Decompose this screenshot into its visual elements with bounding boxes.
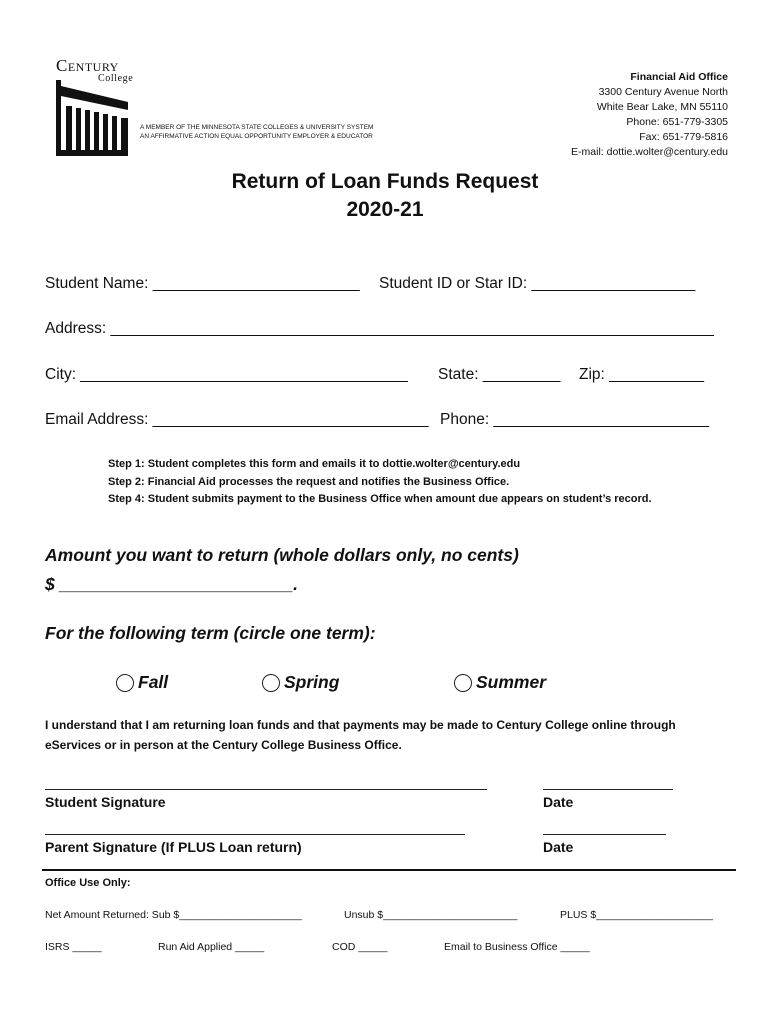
date-line-1[interactable] — [543, 789, 673, 790]
email-business-office-field[interactable]: Email to Business Office _____ — [444, 941, 590, 953]
acknowledgement-statement: I understand that I am returning loan funds and that payments may be made to Century College online through eServices or in person at the Century College Business Office. — [45, 718, 676, 752]
net-amount-field[interactable]: Net Amount Returned: Sub $_____________________ — [45, 909, 302, 921]
term-option-summer[interactable]: Summer — [454, 672, 546, 693]
radio-circle-icon[interactable] — [116, 674, 134, 692]
student-id-field[interactable]: Student ID or Star ID: ___________________ — [379, 275, 696, 292]
state-field[interactable]: State: _________ — [438, 366, 561, 383]
zip-field[interactable]: Zip: ___________ — [579, 366, 704, 383]
office-use-divider — [42, 869, 736, 871]
student-signature-line[interactable] — [45, 789, 487, 790]
office-address-line1: 3300 Century Avenue North — [598, 86, 728, 98]
logo-wordmark: Century — [56, 56, 119, 75]
step-item: Step 4: Student submits payment to the Business Office when amount due appears on student’s record. — [108, 493, 652, 505]
run-aid-field[interactable]: Run Aid Applied _____ — [158, 941, 265, 953]
form-title: Return of Loan Funds Request 2020-21 — [231, 170, 539, 221]
office-email: E-mail: dottie.wolter@century.edu — [571, 146, 728, 158]
radio-circle-icon[interactable] — [262, 674, 280, 692]
parent-signature-label: Parent Signature (If PLUS Loan return) — [45, 839, 302, 855]
office-contact-block — [571, 70, 728, 160]
plus-field[interactable]: PLUS $____________________ — [560, 909, 713, 921]
century-college-logo-icon — [56, 80, 132, 156]
radio-circle-icon[interactable] — [454, 674, 472, 692]
unsub-field[interactable]: Unsub $_______________________ — [344, 909, 518, 921]
step-item: Step 2: Financial Aid processes the request and notifies the Business Office. — [108, 475, 510, 488]
student-signature-label: Student Signature — [45, 794, 166, 810]
isrs-field[interactable]: ISRS _____ — [45, 941, 102, 953]
date-label-1: Date — [543, 794, 574, 810]
parent-signature-line[interactable] — [45, 834, 465, 835]
student-name-field[interactable]: Student Name: ________________________ — [45, 275, 360, 292]
logo-subtitle: College — [98, 73, 134, 84]
office-title: Financial Aid Office — [630, 71, 728, 83]
term-option-spring[interactable]: Spring — [262, 672, 339, 693]
cod-field[interactable]: COD _____ — [332, 941, 388, 953]
office-address-line2: White Bear Lake, MN 55110 — [596, 101, 728, 113]
term-heading: For the following term (circle one term): — [45, 623, 376, 643]
member-statement: A MEMBER OF THE MINNESOTA STATE COLLEGES & UNIVERSITY SYSTEM AN AFFIRMATIVE ACTION EQUAL OPPORTUNITY EMPLOYER & EDUCATOR — [140, 124, 374, 140]
office-use-heading: Office Use Only: — [45, 877, 131, 889]
amount-heading: Amount you want to return (whole dollars only, no cents) — [45, 545, 519, 565]
address-field[interactable]: Address: ______________________________________________________________________ — [45, 320, 714, 337]
phone-field[interactable]: Phone: _________________________ — [440, 411, 709, 428]
date-line-2[interactable] — [543, 834, 666, 835]
term-option-fall[interactable]: Fall — [116, 672, 168, 693]
office-fax: Fax: 651-779-5816 — [639, 131, 728, 143]
amount-input[interactable]: $ ________________________. — [45, 574, 299, 594]
city-field[interactable]: City: ______________________________________ — [45, 366, 408, 383]
office-phone: Phone: 651-779-3305 — [626, 116, 728, 128]
steps-list — [108, 456, 652, 509]
email-field[interactable]: Email Address: ________________________________ — [45, 411, 429, 428]
date-label-2: Date — [543, 839, 574, 855]
step-item: Step 1: Student completes this form and emails it to dottie.wolter@century.edu — [108, 458, 521, 470]
